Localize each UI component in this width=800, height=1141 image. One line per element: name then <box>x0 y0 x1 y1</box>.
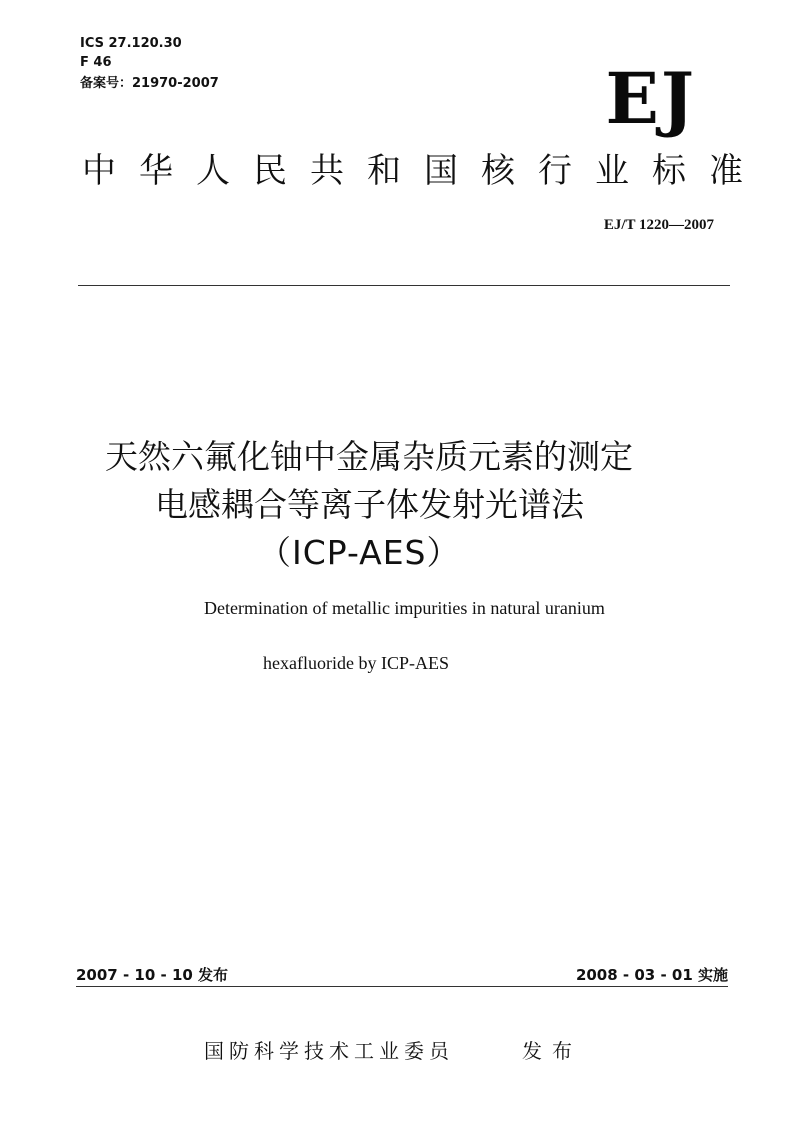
chinese-title-line-1: 天然六氟化铀中金属杂质元素的测定 <box>105 437 633 476</box>
english-title-line-2: hexafluoride by ICP-AES <box>263 653 449 673</box>
ics-code: ICS 27.120.30 <box>80 36 182 51</box>
chinese-title-line-2: 电感耦合等离子体发射光谱法 <box>155 485 584 524</box>
registration-number: 备案号：21970-2007 <box>80 76 219 91</box>
chinese-title-line-3: （ICP-AES） <box>258 533 461 572</box>
ej-logo: EJ <box>605 57 696 140</box>
standard-number: EJ/T 1220—2007 <box>603 217 714 233</box>
release-label: 发布 <box>522 1039 582 1063</box>
top-divider <box>78 285 730 286</box>
bottom-divider <box>76 986 728 987</box>
issuing-authority: 国防科学技术工业委员 <box>204 1039 454 1063</box>
implementation-date: 2008 - 03 - 01 实施 <box>575 966 728 984</box>
english-title-line-1: Determination of metallic impurities in natural uranium <box>204 598 605 618</box>
standard-category-title: 中华人民共和国核行业标准 <box>82 151 766 191</box>
classification-code: F 46 <box>80 55 112 70</box>
issue-date: 2007 - 10 - 10 发布 <box>76 966 229 984</box>
